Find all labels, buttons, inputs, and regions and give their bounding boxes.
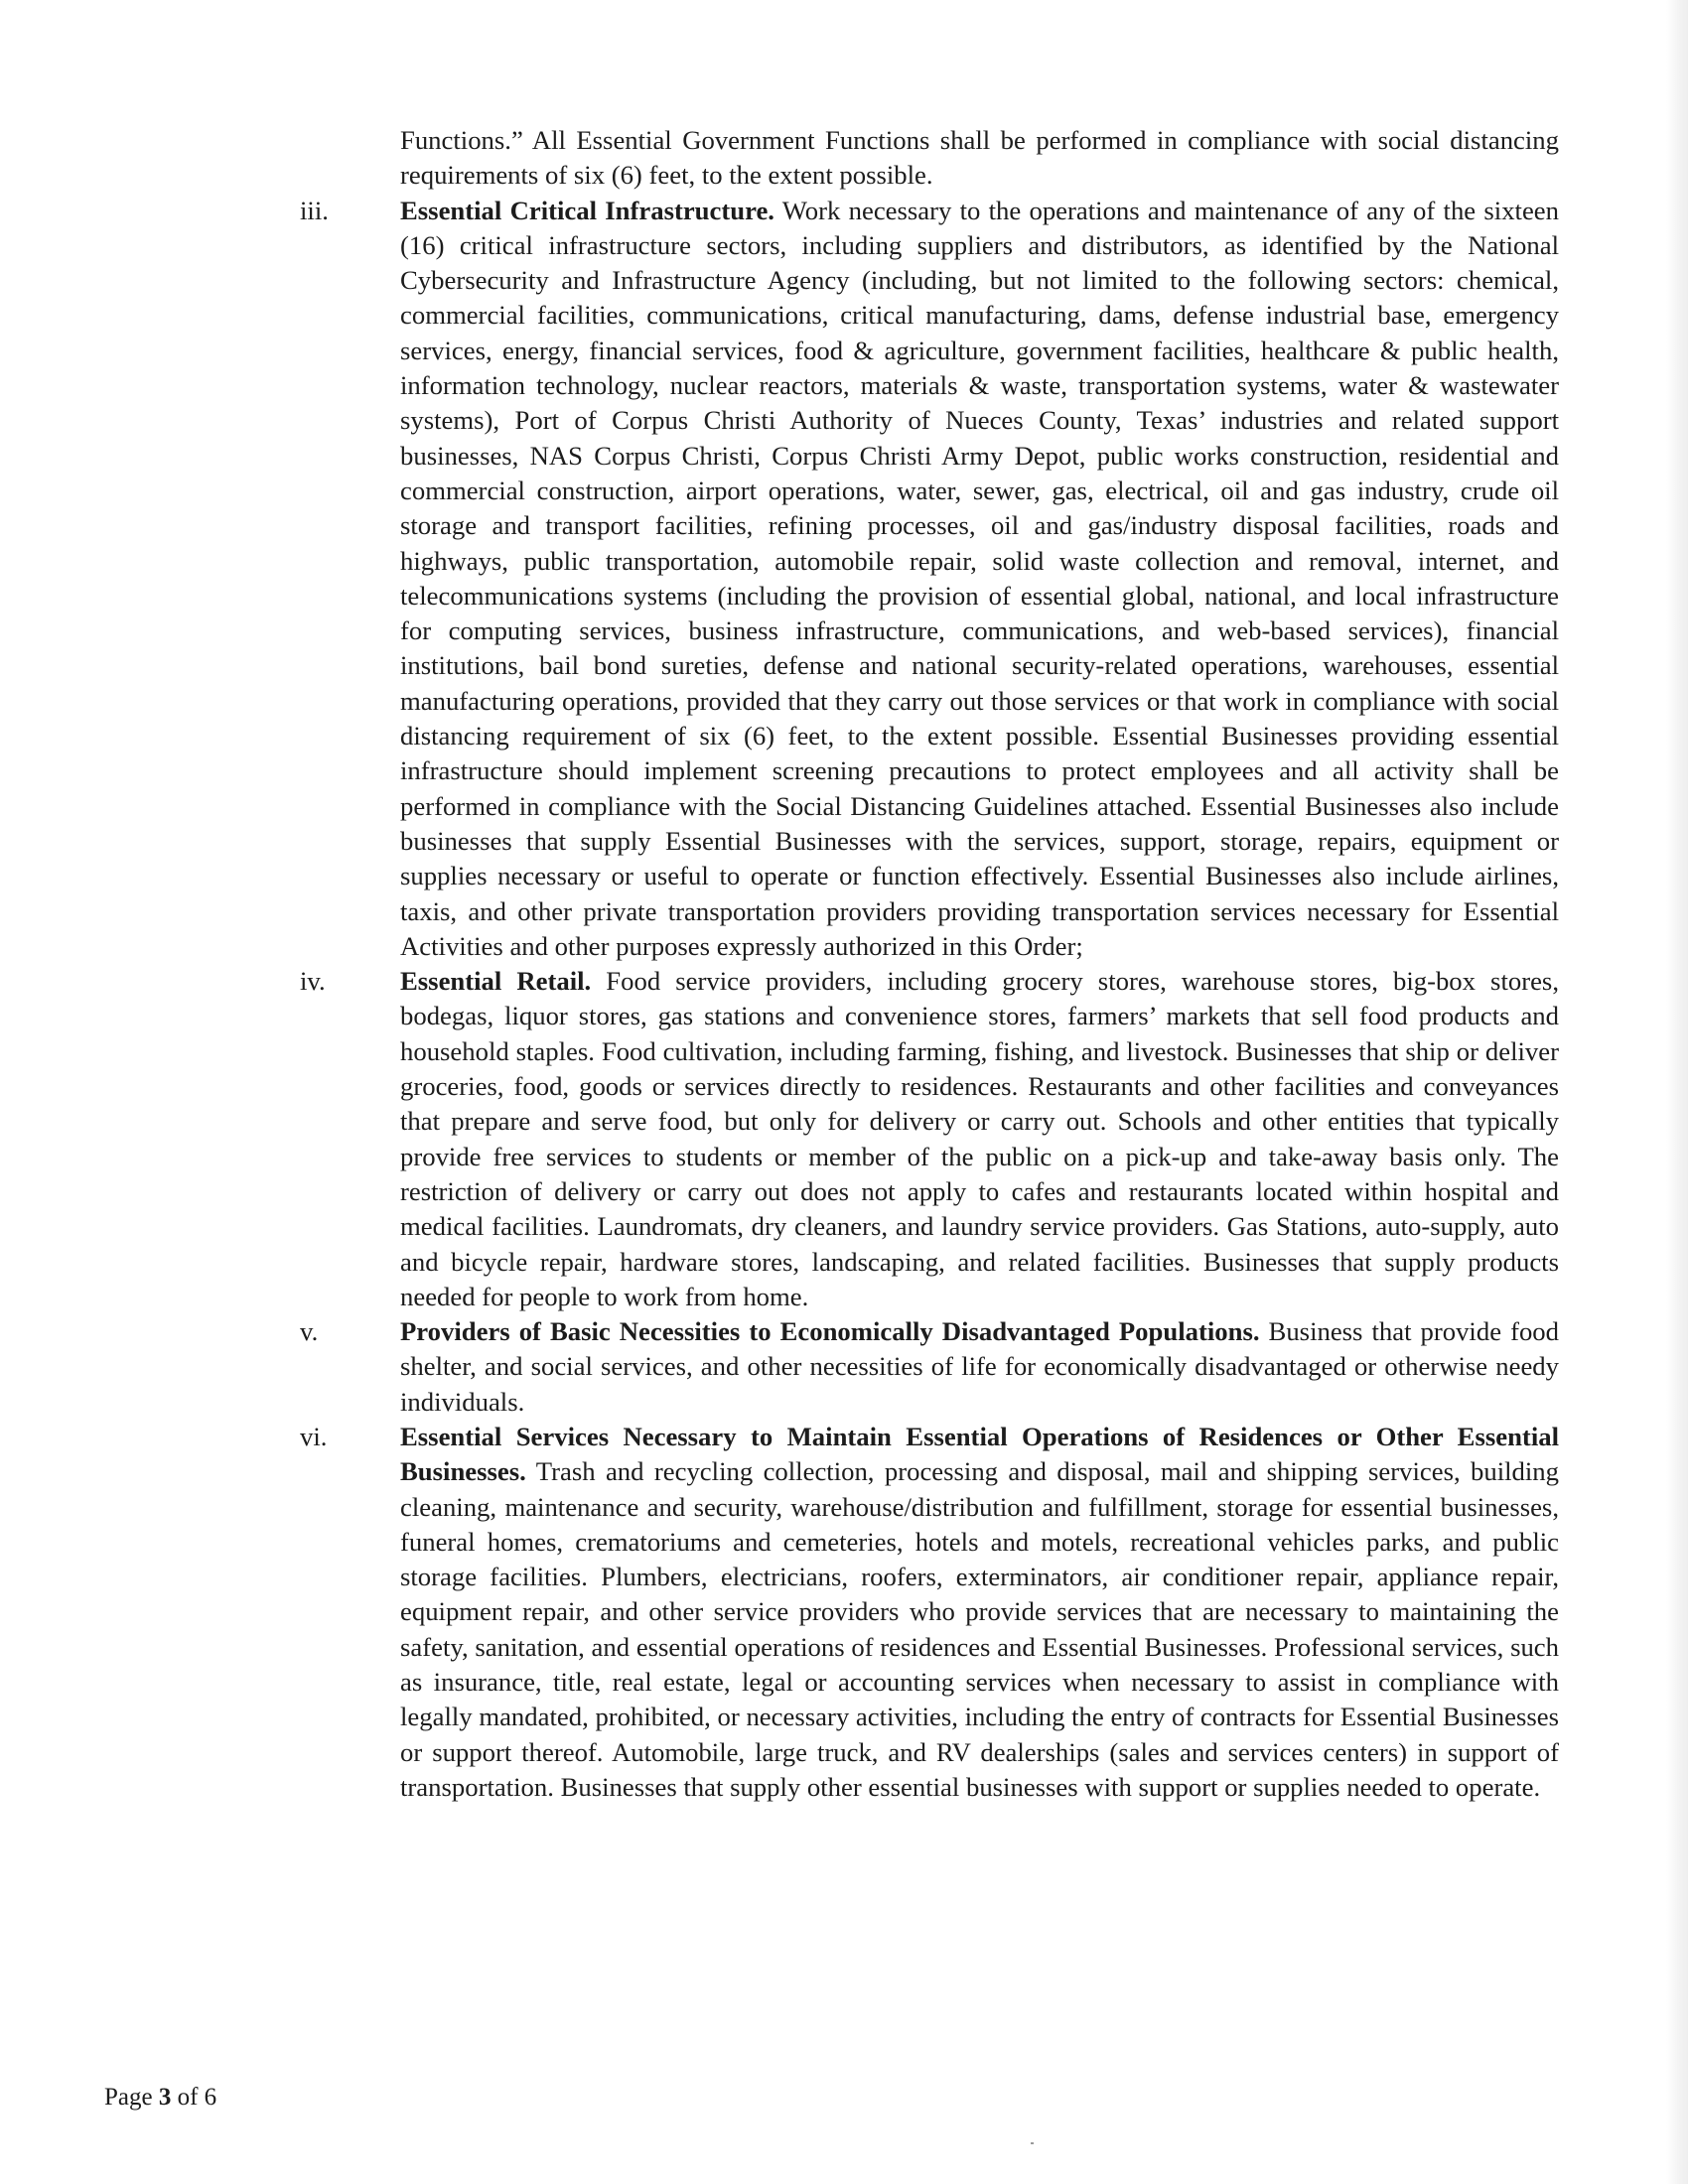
list-item-text: [400, 1314, 1559, 1420]
scan-speck: [1031, 2142, 1034, 2144]
list-item-text: [400, 1420, 1559, 1805]
list-item-vi: [300, 1420, 1559, 1805]
list-item-iii: [300, 194, 1559, 965]
list-item-text: [400, 194, 1559, 965]
list-item-title: Essential Services Necessary to Maintain Essential Operations of Residences or Other Essential Businesses.: [400, 1421, 1559, 1487]
list-item-body: Food service providers, including grocery stores, warehouse stores, big-box stores, bodegas, liquor stores, gas stations and convenience stores, farmers’ markets that sell food products and household staples. Food cultivation, including farming, fishing, and livestock. Businesses that ship or deliver groceries, food, goods or services directly to residences. Restaurants and other facilities and conveyances that prepare and serve food, but only for delivery or carry out. Schools and other entities that typically provide free services to students or member of the public on a pick-up and take-away basis only. The restriction of delivery or carry out does not apply to cafes and restaurants located within hospital and medical facilities. Laundromats, dry cleaners, and laundry service providers. Gas Stations, auto-supply, auto and bicycle repair, hardware stores, landscaping, and related facilities. Businesses that supply products needed for people to work from home.: [400, 966, 1559, 1311]
list-numeral: iii.: [300, 195, 329, 225]
list-numeral: v.: [300, 1316, 319, 1347]
list-item-body: Work necessary to the operations and maintenance of any of the sixteen (16) critical infrastructure sectors, including suppliers and distributors, as identified by the National Cybersecurity and Infrastructure Agency (including, but not limited to the following sectors: chemical, commercial facilities, communications, critical manufacturing, dams, defense industrial base, emergency services, energy, financial services, food & agriculture, government facilities, healthcare & public health, information technology, nuclear reactors, materials & waste, transportation systems, water & wastewater systems), Port of Corpus Christi Authority of Nueces County, Texas’ industries and related support businesses, NAS Corpus Christi, Corpus Christi Army Depot, public works construction, residential and commercial construction, airport operations, water, sewer, gas, electrical, oil and gas industry, crude oil storage and transport facilities, refining processes, oil and gas/industry disposal facilities, roads and highways, public transportation, automobile repair, solid waste collection and removal, internet, and telecommunications systems (including the provision of essential global, national, and local infrastructure for computing services, business infrastructure, communications, and web-based services), financial institutions, bail bond sureties, defense and national security-related operations, warehouses, essential manufacturing operations, provided that they carry out those services or that work in compliance with social distancing requirement of six (6) feet, to the extent possible. Essential Businesses providing essential infrastructure should implement screening precautions to protect employees and all activity shall be performed in compliance with the Social Distancing Guidelines attached. Essential Businesses also include businesses that supply Essential Businesses with the services, support, storage, repairs, equipment or supplies necessary or useful to operate or function effectively. Essential Businesses also include airlines, taxis, and other private transportation providers providing transportation services necessary for Essential Activities and other purposes expressly authorized in this Order;: [400, 195, 1559, 961]
list-item-title: Essential Critical Infrastructure.: [400, 195, 774, 225]
page-label: Page: [104, 2084, 159, 2111]
page-number: 3: [158, 2084, 172, 2111]
scan-edge-shadow: [1666, 0, 1688, 2184]
list-item-body: Business that provide food shelter, and social services, and other necessities of life for economically disadvantaged or otherwise needy individuals.: [400, 1316, 1559, 1417]
list-item-body: Trash and recycling collection, processing and disposal, mail and shipping services, building cleaning, maintenance and security, warehouse/distribution and fulfillment, storage for essential businesses, funeral homes, crematoriums and cemeteries, hotels and motels, recreational vehicles parks, and public storage facilities. Plumbers, electricians, roofers, exterminators, air conditioner repair, appliance repair, equipment repair, and other service providers who provide services that are necessary to maintaining the safety, sanitation, and essential operations of residences and Essential Businesses. Professional services, such as insurance, title, real estate, legal or accounting services when necessary to assist in compliance with legally mandated, prohibited, or necessary activities, including the entry of contracts for Essential Businesses or support thereof. Automobile, large truck, and RV dealerships (sales and services centers) in support of transportation. Businesses that supply other essential businesses with support or supplies needed to operate.: [400, 1456, 1559, 1802]
page-footer: [104, 2083, 216, 2113]
list-item-title: Essential Retail.: [400, 966, 592, 997]
list-item-title: Providers of Basic Necessities to Economically Disadvantaged Populations.: [400, 1316, 1260, 1347]
list-item-v: [300, 1314, 1559, 1420]
list-numeral: vi.: [300, 1421, 328, 1451]
list-item-text: [400, 964, 1559, 1314]
continuation-paragraph: Functions.” All Essential Government Functions shall be performed in compliance with social distancing requirements of six (6) feet, to the extent possible.: [400, 125, 1559, 191]
list-item-iv: [300, 964, 1559, 1314]
page-total: of 6: [171, 2084, 217, 2111]
list-numeral: iv.: [300, 966, 326, 997]
document-body: [300, 123, 1559, 1805]
